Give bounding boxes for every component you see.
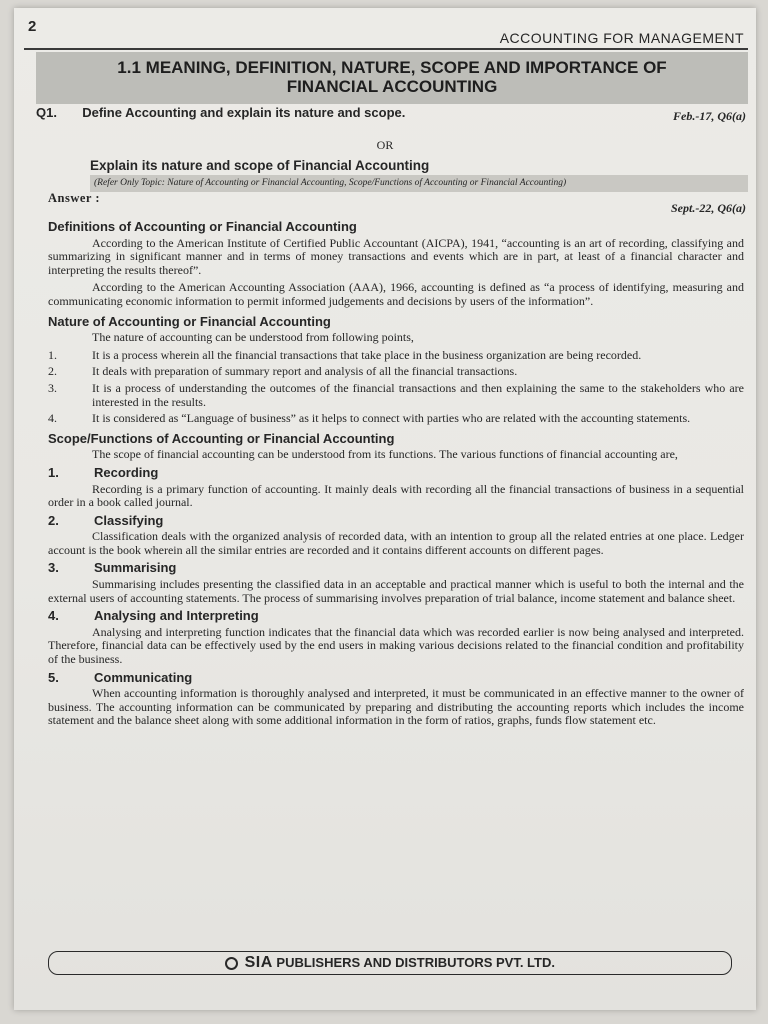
definitions-heading: Definitions of Accounting or Financial Accounting [48, 219, 357, 234]
answer-row [48, 191, 746, 215]
publisher-name: PUBLISHERS AND DISTRIBUTORS PVT. LTD. [276, 955, 555, 970]
function-title: Classifying [94, 512, 164, 528]
answer-label: Answer : [48, 191, 101, 205]
function-title: Analysing and Interpreting [94, 608, 259, 624]
refer-topic-note: (Refer Only Topic: Nature of Accounting or Financial Accounting, Scope/Functions of Accounting or Financial Accounting) [90, 175, 748, 192]
nature-point [48, 349, 744, 363]
definition-aaa: According to the American Accounting Association (AAA), 1966, accounting is defined as “a process of identifying, measuring and communicating economic information to permit informed judgements and decisions by users of the information”. [48, 280, 744, 308]
section-title-line1: 1.1 MEANING, DEFINITION, NATURE, SCOPE AND IMPORTANCE OF [117, 58, 667, 77]
function-number: 3. [48, 560, 59, 576]
function-heading [48, 561, 744, 575]
header-rule [24, 48, 748, 50]
page-number: 2 [28, 18, 37, 35]
function-text: Analysing and interpreting function indicates that the financial data which was recorded earlier is now being analysed and interpreted. Therefore, financial data can be effectively used by the end users in making various decisions related to the financial condition and profitability of the business. [48, 624, 744, 667]
nature-intro: The nature of accounting can be understood from following points, [92, 330, 414, 345]
nature-point [48, 382, 744, 409]
nature-heading: Nature of Accounting or Financial Accounting [48, 313, 331, 329]
or-separator: OR [376, 138, 394, 152]
function-heading [48, 466, 744, 480]
question-text: Define Accounting and explain its nature and scope. [82, 105, 406, 120]
function-text: Recording is a primary function of accounting. It mainly deals with recording all the financial transactions of business in a sequential order in a book called journal. [48, 481, 744, 510]
nature-point [48, 412, 744, 426]
answer-exam-ref: Sept.-22, Q6(a) [671, 201, 746, 215]
function-text: Classification deals with the organized analysis of recorded data, with an intention to group all the related entries at one place. Ledger account is the book wherein all the similar entries are recorded and it contains different accounts on different pages. [48, 529, 744, 557]
section-title-line2: FINANCIAL ACCOUNTING [286, 77, 498, 96]
publisher-brand: SIA [244, 954, 273, 971]
function-title: Summarising [94, 560, 177, 576]
nature-point-number: 3. [48, 380, 57, 395]
question-row [36, 105, 746, 125]
question-exam-ref: Feb.-17, Q6(a) [673, 109, 746, 123]
question-number: Q1. [36, 105, 57, 120]
nature-point-number: 4. [48, 411, 57, 426]
alternate-question: Explain its nature and scope of Financial Accounting [90, 158, 430, 173]
function-title: Communicating [94, 669, 193, 685]
nature-point-number: 1. [48, 347, 57, 362]
definition-aicpa: According to the American Institute of Certified Public Accountant (AICPA), 1941, “accounting is an art of recording, classifying and summarizing in significant manner and in terms of money transactions and events which are in part, at least of a financial character and interpreting the results thereof”. [48, 235, 744, 277]
nature-point [48, 365, 744, 379]
publisher-logo-icon [225, 957, 238, 970]
function-number: 5. [48, 669, 59, 685]
scope-heading: Scope/Functions of Accounting or Financial Accounting [48, 430, 395, 446]
function-number: 4. [48, 608, 59, 624]
book-page [14, 8, 756, 1010]
answer-body [48, 214, 744, 732]
scope-intro: The scope of financial accounting can be understood from its functions. The various functions of financial accounting are, [92, 447, 678, 462]
function-heading [48, 671, 744, 685]
section-title-banner [36, 52, 748, 104]
function-number: 2. [48, 512, 59, 528]
nature-point-text: It is considered as “Language of business” as it helps to connect with parties who are related with the accounting statements. [92, 411, 691, 426]
function-text: Summarising includes presenting the classified data in an acceptable and practical manner which is useful to both the internal and the external users of accounting statements. The process of summarising involves preparation of trial balance, income statement and balance sheet. [48, 577, 744, 605]
function-heading [48, 514, 744, 528]
nature-point-text: It is a process wherein all the financial transactions that take place in the business organization are being recorded. [92, 347, 642, 362]
nature-point-number: 2. [48, 364, 57, 379]
nature-point-text: It is a process of understanding the outcomes of the financial transactions and then explaining the same to the stakeholders who are interested in the results. [92, 380, 744, 409]
publisher-footer [48, 951, 732, 975]
function-title: Recording [94, 464, 159, 480]
function-text: When accounting information is thoroughly analysed and interpreted, it must be communicated in an effective manner to the owner of business. The accounting information can be communicated by preparing and distributing the accounting reports which includes the income statement and the balance sheet along with some additional information in the form of ratios, graphs, funds flow statement etc. [48, 686, 744, 728]
function-heading [48, 609, 744, 623]
nature-point-text: It deals with preparation of summary report and analysis of all the financial transactions. [92, 364, 518, 379]
running-title: ACCOUNTING FOR MANAGEMENT [499, 30, 744, 46]
function-number: 1. [48, 464, 59, 480]
